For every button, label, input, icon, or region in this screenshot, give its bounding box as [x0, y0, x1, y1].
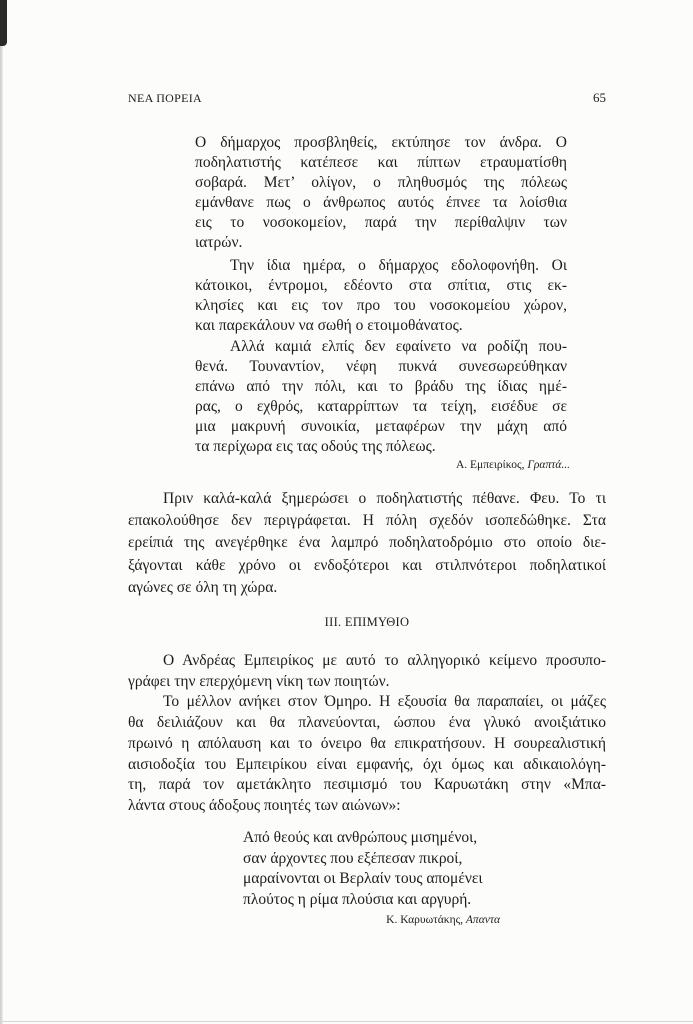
- poem-attribution-author: Κ. Καρυωτάκης,: [386, 914, 466, 926]
- quote-line: κάτοικοι, έντρομοι, εδέοντο στα σπίτια, στις εκ-: [195, 277, 567, 294]
- quote-line: ρας, ο εχθρός, καταρρίπτων τα τείχη, εισέδυε σε: [195, 398, 567, 415]
- scan-edge-bottom: [0, 1021, 693, 1022]
- quote-line: Αλλά καμιά ελπίς δεν εφαίνετο να ροδίζη που-: [230, 338, 567, 355]
- poem-attribution-work: Απαντα: [465, 914, 500, 926]
- epilogue-line: λάντα στους άδοξους ποιητές των αιώνων»:: [128, 796, 401, 814]
- body-line: αγώνες σε όλη τη χώρα.: [128, 578, 278, 596]
- epilogue-line: αισιοδοξία του Εμπειρίκου είναι εμφανής, όχι όμως και αδικαιολόγη-: [128, 755, 606, 773]
- epilogue-line: Το μέλλον ανήκει στον Όμηρο. Η εξουσία θα παραπαίει, οι μάζες: [163, 693, 606, 711]
- quote-line: επάνω από την πόλι, και το βράδυ της ίδιας ημέ-: [195, 378, 567, 395]
- quote-line: μια μακρυνή συνοικία, μεταφέρων την μάχη από: [195, 418, 567, 435]
- quote-line: εμάνθανε πως ο άνθρωπος αυτός έπνεε τα λοίσθια: [195, 194, 567, 211]
- poem-stanza: [243, 828, 543, 910]
- quote-attribution-author: Α. Εμπειρίκος,: [455, 459, 528, 471]
- quote-line: σοβαρά. Μετ’ ολίγον, ο πληθυσμός της πόλεως: [195, 174, 567, 191]
- body-line: ερείπιά της ανεγέρθηκε ένα λαμπρό ποδηλατοδρόμιο στο οποίο διε-: [128, 534, 606, 552]
- quote-line: ποδηλατιστής κατέπεσε και πίπτων ετραυματίσθη: [195, 154, 567, 171]
- epilogue-line: πρωινό η απόλαυση και το όνειρο θα επικρατήσουν. Η σουρεαλιστική: [128, 734, 606, 752]
- body-line: επακολούθησε δεν περιγράφεται. Η πόλη σχεδόν ισοπεδώθηκε. Στα: [128, 512, 606, 530]
- body-paragraph: [128, 488, 606, 599]
- body-line: Πριν καλά-καλά ξημερώσει ο ποδηλατιστής πέθανε. Φευ. Το τι: [163, 490, 606, 507]
- quote-line: εις το νοσοκομείον, παρά την περίθαλψιν των: [195, 214, 567, 231]
- quote-paragraph-2: [195, 256, 567, 336]
- section-heading: ΙΙΙ. ΕΠΙΜΥΘΙΟ: [324, 615, 410, 629]
- quote-paragraph-3: [195, 337, 567, 457]
- running-title: ΝΕΑ ΠΟΡΕΙΑ: [128, 91, 202, 105]
- quote-line: κλησίες και εις τον προ του νοσοκομείου χώρον,: [195, 297, 567, 314]
- scan-edge-left: [0, 0, 3, 1024]
- page-number: 65: [593, 90, 606, 105]
- poem-line: Από θεούς και ανθρώπους μισημένοι,: [243, 829, 478, 846]
- quote-line: ιατρών.: [195, 234, 243, 251]
- quote-line: Ο δήμαρχος προσβληθείς, εκτύπησε τον άνδρα. Ο: [195, 134, 567, 151]
- body-line: ξάγονται κάθε χρόνο οι ενδοξότεροι και στιλπνότεροι ποδηλατικοί: [128, 556, 606, 574]
- poem-attribution: [243, 911, 500, 929]
- epilogue-line: τη, παρά τον αμετάκλητο πεσιμισμό του Καρυωτάκη στην «Μπα-: [128, 776, 606, 794]
- epilogue-line: Ο Ανδρέας Εμπειρίκος με αυτό το αλληγορικό κείμενο προσυπο-: [163, 652, 606, 669]
- quote-line: θενά. Τουναντίον, νέφη πυκνά συνεσωρεύθηκαν: [195, 358, 567, 375]
- epilogue-line: γράφει την επερχόμενη νίκη των ποιητών.: [128, 672, 390, 690]
- quote-line: τα περίχωρα εις τας οδούς της πόλεως.: [195, 438, 436, 455]
- quote-line: και παρεκάλουν να σωθή ο ετοιμοθάνατος.: [195, 317, 463, 334]
- quote-attribution: [195, 456, 570, 474]
- poem-line: σαν άρχοντες που εξέπεσαν πικροί,: [243, 849, 463, 867]
- quote-paragraph-1: [195, 133, 567, 253]
- scan-corner-mark: [0, 0, 7, 46]
- quote-attribution-work: Γραπτά...: [527, 459, 570, 471]
- poem-line: πλούτος η ρίμα πλούσια και αργυρή.: [243, 890, 472, 908]
- quote-line: Την ίδια ημέρα, ο δήμαρχος εδολοφονήθη. Οι: [230, 257, 567, 274]
- poem-line: μαραίνονται οι Βερλαίν τους απομένει: [243, 870, 483, 888]
- epilogue-text: [128, 651, 606, 817]
- epilogue-line: θα δειλιάζουν και θα πλανεύονται, ώσπου ένα γλυκό ανοιξιάτικο: [128, 714, 606, 732]
